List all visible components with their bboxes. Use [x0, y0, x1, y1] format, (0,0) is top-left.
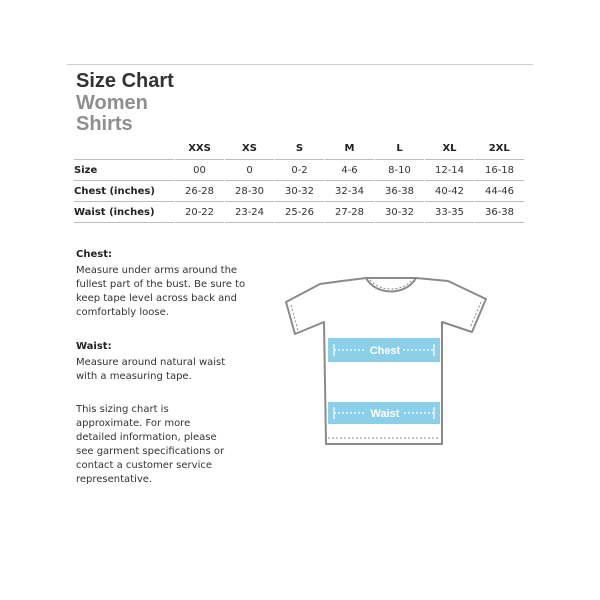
chest-band-label: Chest	[369, 345, 401, 357]
table-cell: 25-26	[275, 202, 325, 223]
table-cell: 16-18	[475, 160, 525, 181]
row-label: Size	[74, 164, 98, 176]
table-row	[74, 160, 524, 181]
table-row	[74, 181, 524, 202]
table-row	[74, 202, 524, 223]
table-cell: 23-24	[225, 202, 275, 223]
col-header: L	[396, 143, 403, 154]
tshirt-diagram	[282, 272, 492, 454]
table-cell: 12-14	[425, 160, 475, 181]
waist-heading: Waist:	[76, 341, 112, 352]
table-cell: 30-32	[275, 181, 325, 202]
table-cell: 4-6	[325, 160, 375, 181]
corner-cell	[74, 141, 175, 160]
table-cell: 8-10	[375, 160, 425, 181]
page-title: Size Chart	[76, 70, 174, 92]
col-header: M	[344, 143, 355, 154]
table-cell: 32-34	[325, 181, 375, 202]
table-cell: 27-28	[325, 202, 375, 223]
col-header: S	[295, 143, 304, 154]
table-cell: 0	[225, 160, 275, 181]
table-cell: 20-22	[175, 202, 225, 223]
table-cell: 26-28	[175, 181, 225, 202]
waist-instructions: Measure around natural waist with a measuring tape.	[76, 357, 226, 382]
size-table	[74, 141, 524, 223]
table-cell: 36-38	[475, 202, 525, 223]
table-cell: 33-35	[425, 202, 475, 223]
subtitle-women: Women	[76, 92, 148, 114]
chest-heading: Chest:	[76, 249, 112, 260]
subtitle-shirts: Shirts	[76, 113, 133, 135]
table-cell: 40-42	[425, 181, 475, 202]
table-cell: 28-30	[225, 181, 275, 202]
col-header: XS	[242, 143, 257, 154]
table-cell: 44-46	[475, 181, 525, 202]
table-cell: 0-2	[275, 160, 325, 181]
size-header-row	[74, 141, 524, 160]
waist-band-label: Waist	[370, 408, 400, 420]
col-header: XL	[442, 143, 457, 154]
col-header: XXS	[188, 143, 211, 154]
chest-instructions: Measure under arms around the fullest part of the bust. Be sure to keep tape level across back and comfortably loose.	[76, 265, 246, 318]
top-divider	[67, 64, 533, 65]
table-cell: 00	[175, 160, 225, 181]
row-label: Waist (inches)	[74, 206, 155, 218]
table-cell: 30-32	[375, 202, 425, 223]
row-label: Chest (inches)	[74, 185, 155, 197]
disclaimer-note: This sizing chart is approximate. For more detailed information, please see garment specifications or contact a customer service representative.	[76, 404, 225, 485]
col-header: 2XL	[488, 143, 510, 154]
table-cell: 36-38	[375, 181, 425, 202]
